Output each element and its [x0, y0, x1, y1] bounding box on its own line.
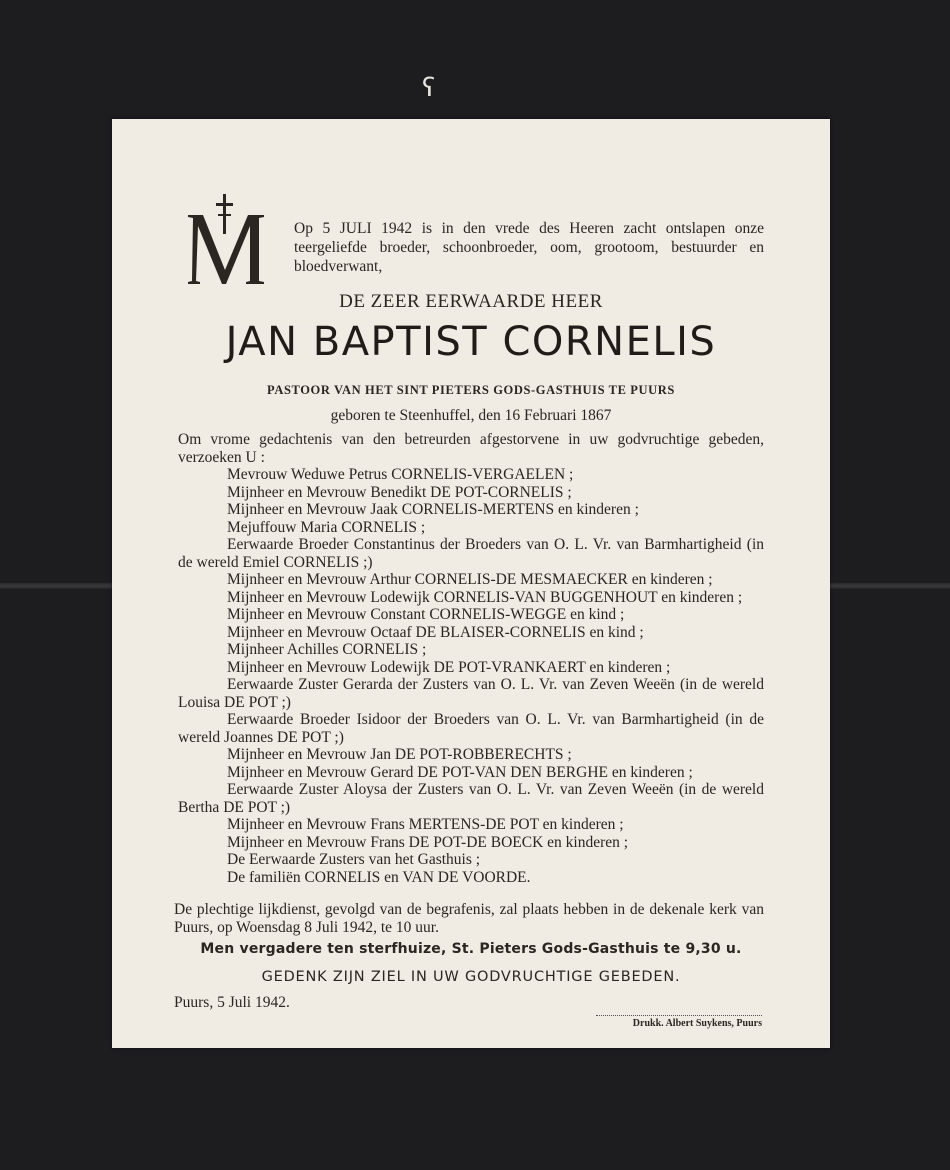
birth-line: geboren te Steenhuffel, den 16 Februari 1867: [330, 407, 612, 424]
list-item: Mijnheer en Mevrouw Frans MERTENS-DE POT en kinderen ;: [227, 816, 624, 833]
death-notice-card: [112, 119, 830, 1048]
honorific-title: DE ZEER EERWAARDE HEER: [339, 291, 603, 312]
list-item: De Eerwaarde Zusters van het Gasthuis ;: [227, 851, 481, 868]
deceased-role: PASTOOR VAN HET SINT PIETERS GODS-GASTHUIS TE PUURS: [267, 383, 675, 397]
request-text: Om vrome gedachtenis van den betreurden afgestorvene in uw godvruchtige gebeden, verzoeken U :: [178, 431, 764, 466]
deceased-name: JAN BAPTIST CORNELIS: [225, 319, 717, 365]
list-item: Mijnheer en Mevrouw Arthur CORNELIS-DE MESMAECKER en kinderen ;: [227, 571, 713, 588]
intro-text: Op 5 JULI 1942 is in den vrede des Heeren zacht ontslapen onze teergeliefde broeder, schoonbroeder, oom, grootoom, bestuurder en bloedverwant,: [294, 220, 764, 275]
list-item: Eerwaarde Broeder Isidoor der Broeders van O. L. Vr. van Barmhartigheid (in de wereld Joannes DE POT ;): [178, 711, 764, 746]
list-item: Mijnheer en Mevrouw Octaaf DE BLAISER-CORNELIS en kind ;: [227, 623, 644, 641]
list-item: Mejuffouw Maria CORNELIS ;: [227, 518, 426, 536]
meeting-notice: Men vergadere ten sterfhuize, St. Pieters Gods-Gasthuis te 9,30 u.: [200, 941, 742, 957]
list-item: Mijnheer en Mevrouw Jaak CORNELIS-MERTENS en kinderen ;: [227, 501, 639, 518]
mourners-section: [178, 431, 764, 886]
prayer-request: GEDENK ZIJN ZIEL IN UW GODVRUCHTIGE GEBEDEN.: [261, 969, 681, 985]
list-item: Mijnheer en Mevrouw Lodewijk DE POT-VRANKAERT en kinderen ;: [227, 658, 671, 676]
list-item: Eerwaarde Broeder Constantinus der Broeders van O. L. Vr. van Barmhartigheid (in de wereld Emiel CORNELIS ;): [178, 536, 764, 571]
list-item: Mijnheer en Mevrouw Frans DE POT-DE BOECK en kinderen ;: [227, 833, 629, 851]
list-item: Eerwaarde Zuster Gerarda der Zusters van O. L. Vr. van Zeven Weeën (in de wereld Louisa DE POT ;): [178, 676, 764, 711]
place-and-date: Puurs, 5 Juli 1942.: [174, 994, 290, 1011]
printer-credit: Drukk. Albert Suykens, Puurs: [596, 1015, 762, 1029]
marian-monogram-icon: [182, 194, 268, 286]
hanging-hook-icon: ʕ: [422, 73, 436, 103]
list-item: De familiën CORNELIS en VAN DE VOORDE.: [227, 868, 531, 886]
list-item: Mijnheer en Mevrouw Gerard DE POT-VAN DEN BERGHE en kinderen ;: [227, 763, 693, 781]
list-item: Mijnheer en Mevrouw Benedikt DE POT-CORNELIS ;: [227, 483, 572, 501]
list-item: Mijnheer en Mevrouw Constant CORNELIS-WEGGE en kind ;: [227, 606, 625, 623]
mourners-list: [178, 466, 764, 886]
list-item: Mijnheer en Mevrouw Jan DE POT-ROBBERECHTS ;: [227, 746, 572, 763]
list-item: Mevrouw Weduwe Petrus CORNELIS-VERGAELEN ;: [227, 466, 574, 483]
list-item: Mijnheer en Mevrouw Lodewijk CORNELIS-VAN BUGGENHOUT en kinderen ;: [227, 588, 743, 606]
funeral-service-text: De plechtige lijkdienst, gevolgd van de begrafenis, zal plaats hebben in de dekenale kerk van Puurs, op Woensdag 8 Juli 1942, te 10 uur.: [174, 901, 764, 936]
list-item: Eerwaarde Zuster Aloysa der Zusters van O. L. Vr. van Zeven Weeën (in de wereld Bertha DE POT ;): [178, 781, 764, 816]
list-item: Mijnheer Achilles CORNELIS ;: [227, 641, 427, 658]
